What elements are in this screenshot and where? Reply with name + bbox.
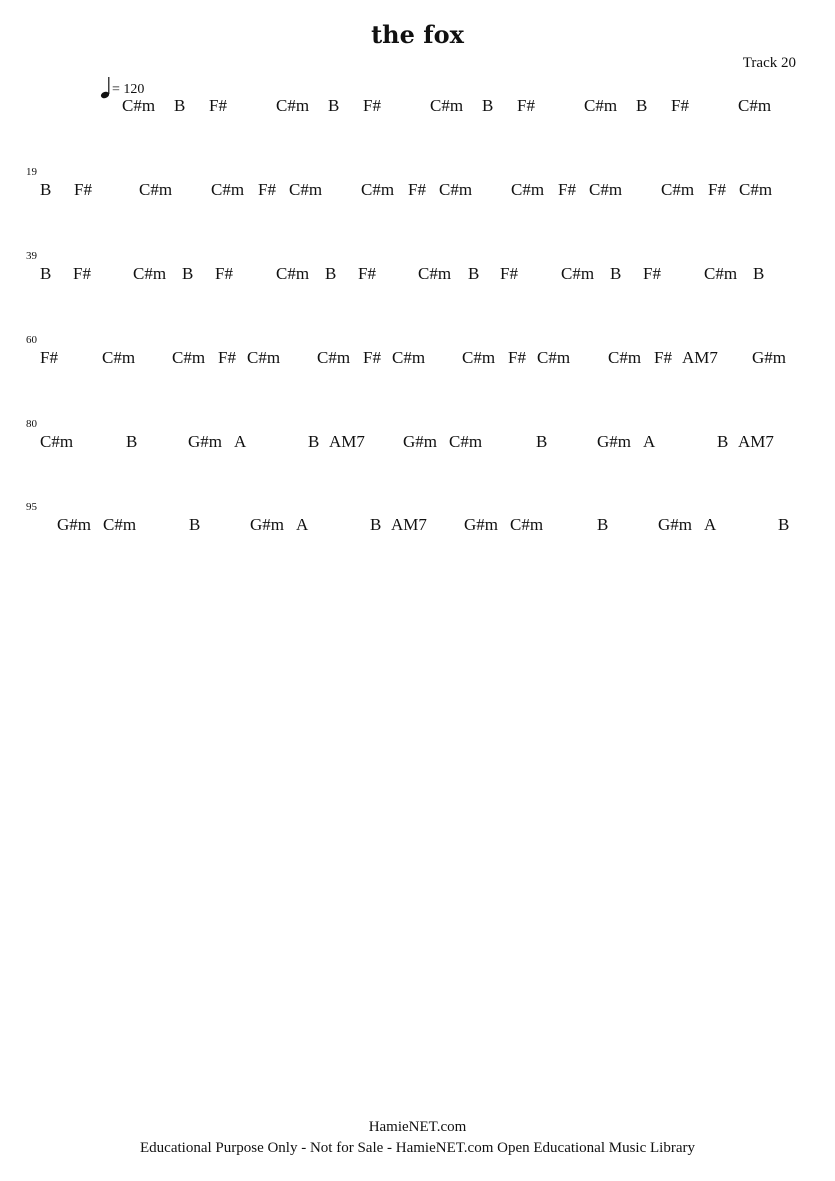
chord: A (234, 432, 247, 451)
chord: G#m (188, 432, 222, 451)
chord: G#m (752, 348, 786, 367)
chord: B (597, 515, 609, 534)
chord: AM7 (738, 432, 774, 451)
chord: C#m (276, 264, 310, 283)
chord: C#m (418, 264, 452, 283)
chord: C#m (439, 180, 473, 199)
chord: C#m (738, 96, 772, 115)
chord: C#m (361, 180, 395, 199)
chord-system-2 (0, 166, 835, 210)
chord: G#m (403, 432, 437, 451)
chord-system-1 (0, 96, 835, 126)
chord: F# (508, 348, 526, 367)
chord: C#m (661, 180, 695, 199)
bar-number: 80 (26, 418, 37, 430)
chord: F# (517, 96, 535, 115)
chord: AM7 (329, 432, 365, 451)
chord: A (643, 432, 656, 451)
chord: C#m (589, 180, 623, 199)
chord: B (325, 264, 337, 283)
chord: F# (363, 96, 381, 115)
chord: C#m (317, 348, 351, 367)
bar-number: 95 (26, 501, 37, 513)
chord: C#m (102, 348, 136, 367)
chord: B (482, 96, 494, 115)
chord: B (778, 515, 790, 534)
chord-system-5 (0, 418, 835, 462)
chord: B (174, 96, 186, 115)
bar-number: 39 (26, 250, 37, 262)
chord: C#m (276, 96, 310, 115)
chord: C#m (561, 264, 595, 283)
chord: C#m (392, 348, 426, 367)
chord: F# (74, 180, 92, 199)
chord: F# (73, 264, 91, 283)
chord: F# (408, 180, 426, 199)
chord: C#m (211, 180, 245, 199)
chord: A (704, 515, 717, 534)
chord: B (126, 432, 138, 451)
chord: G#m (597, 432, 631, 451)
chord: AM7 (391, 515, 427, 534)
chord: F# (558, 180, 576, 199)
chord: F# (215, 264, 233, 283)
chord: C#m (510, 515, 544, 534)
chord: B (40, 180, 52, 199)
chord: F# (500, 264, 518, 283)
chord: G#m (464, 515, 498, 534)
chord: G#m (250, 515, 284, 534)
chord: F# (218, 348, 236, 367)
chord-system-4 (0, 334, 835, 378)
score-title: the fox (371, 20, 464, 49)
chord: C#m (172, 348, 206, 367)
footer-site: HamieNET.com (368, 1119, 467, 1135)
chord: F# (358, 264, 376, 283)
chord: B (40, 264, 52, 283)
chord: G#m (57, 515, 91, 534)
chord: B (753, 264, 765, 283)
chord: C#m (449, 432, 483, 451)
chord-system-6 (0, 501, 835, 545)
chord: A (296, 515, 309, 534)
chord: C#m (511, 180, 545, 199)
chord: C#m (608, 348, 642, 367)
chord-system-3 (0, 250, 835, 294)
chord: B (636, 96, 648, 115)
chord: F# (258, 180, 276, 199)
chord: C#m (584, 96, 618, 115)
chord: B (468, 264, 480, 283)
chord: B (717, 432, 729, 451)
chord: C#m (289, 180, 323, 199)
chord: C#m (739, 180, 773, 199)
chord: B (328, 96, 340, 115)
chord: C#m (40, 432, 74, 451)
chord: F# (654, 348, 672, 367)
chord: C#m (139, 180, 173, 199)
track-label: Track 20 (742, 55, 796, 71)
chord: C#m (704, 264, 738, 283)
chord: B (182, 264, 194, 283)
bar-number: 19 (26, 166, 37, 178)
chord: B (610, 264, 622, 283)
chord: C#m (430, 96, 464, 115)
chord: B (370, 515, 382, 534)
chord: F# (643, 264, 661, 283)
footer-notice: Educational Purpose Only - Not for Sale - HamieNET.com Open Educational Music Library (140, 1140, 695, 1156)
chord: B (536, 432, 548, 451)
chord: F# (363, 348, 381, 367)
chord: F# (209, 96, 227, 115)
chord: C#m (122, 96, 156, 115)
bar-number: 60 (26, 334, 37, 346)
chord: C#m (462, 348, 496, 367)
chord: B (308, 432, 320, 451)
chord: AM7 (682, 348, 718, 367)
chord: B (189, 515, 201, 534)
chord: C#m (537, 348, 571, 367)
chord: C#m (103, 515, 137, 534)
chord: C#m (247, 348, 281, 367)
chord: F# (671, 96, 689, 115)
chord: F# (40, 348, 58, 367)
tempo-value: = 120 (112, 82, 145, 97)
chord: G#m (658, 515, 692, 534)
chord: C#m (133, 264, 167, 283)
chord: F# (708, 180, 726, 199)
